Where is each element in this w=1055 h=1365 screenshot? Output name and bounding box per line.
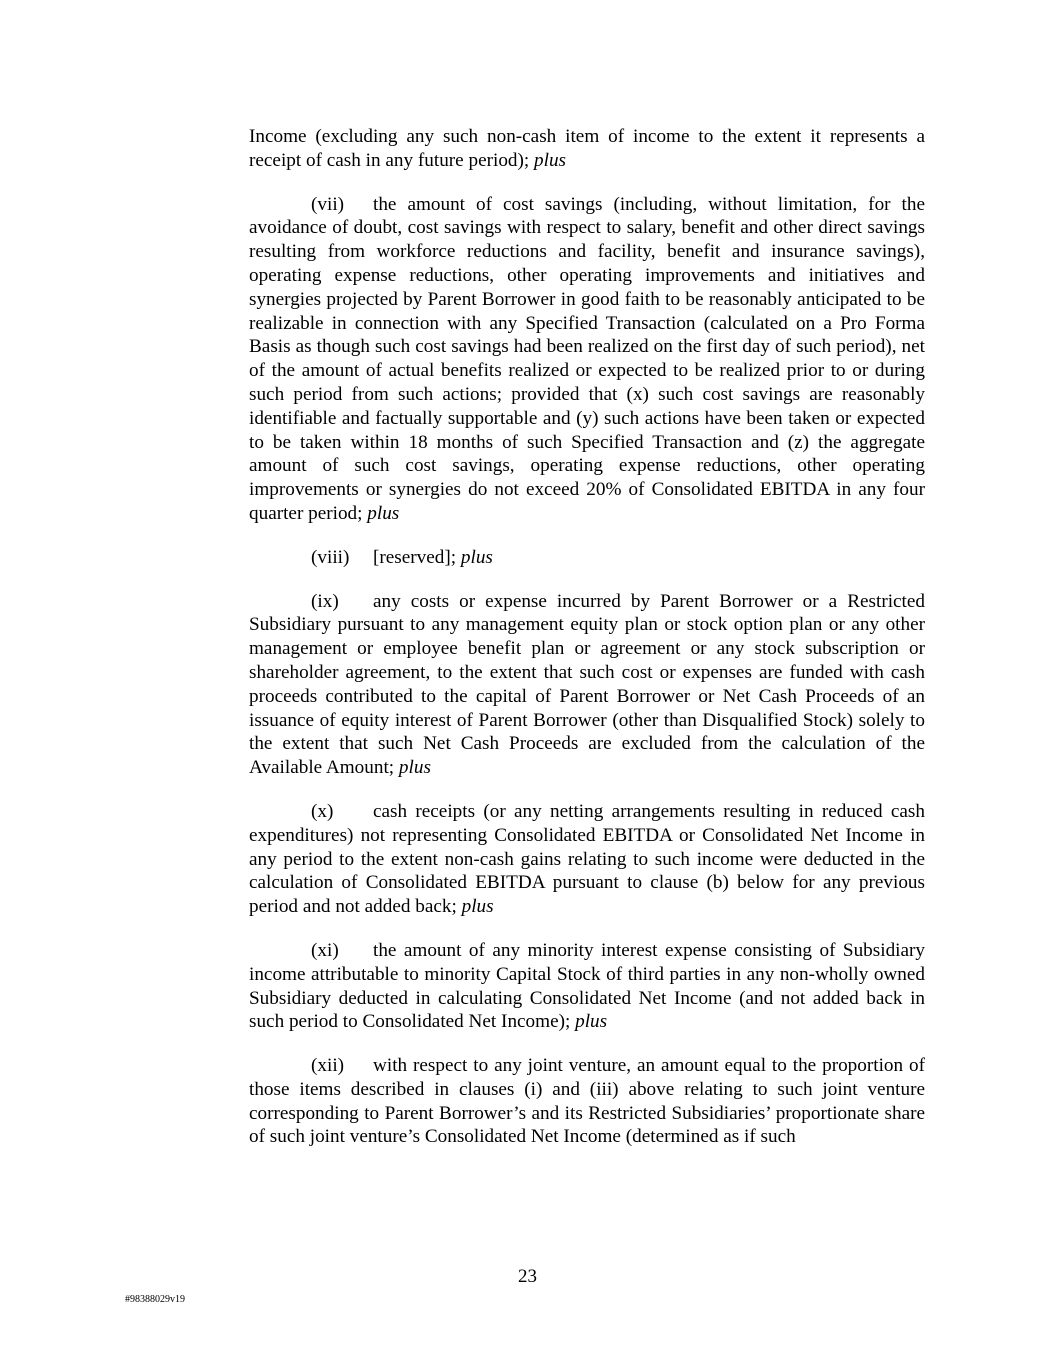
- continuation-suffix: plus: [534, 149, 567, 171]
- clause-number: (vii): [311, 193, 345, 215]
- clause-number: (x): [311, 800, 334, 822]
- clause-text: the amount of any minority interest expense consisting of Subsidiary income attributable to minority Capital Stock of third parties in any non-wholly owned Subsidiary deducted in calculating Consolidated Net Income (and not added back in such period to Consolidated Net Income);: [249, 939, 925, 1033]
- page-number: 23: [518, 1266, 537, 1287]
- clause-text: [reserved];: [373, 546, 457, 568]
- clause-number: (xii): [311, 1055, 345, 1077]
- continuation-paragraph: [249, 125, 925, 173]
- clause-number: (ix): [311, 590, 339, 612]
- document-id: #98388029v19: [125, 1294, 185, 1305]
- clause-number: (xi): [311, 939, 339, 961]
- clause-text: the amount of cost savings (including, without limitation, for the avoidance of doubt, cost savings with respect to salary, benefit and other direct savings resulting from workforce reductions and facility, benefit and insurance savings), operating expense reductions, other operating improvements and initiatives and synergies projected by Parent Borrower in good faith to be reasonably anticipated to be realizable in connection with any Specified Transaction (calculated on a Pro Forma Basis as though such cost savings had been realized on the first day of such period), net of the amount of actual benefits realized or expected to be realized prior to or during such period from such actions; provided that (x) such cost savings are reasonably identifiable and factually supportable and (y) such actions have been taken or expected to be taken within 18 months of such Specified Transaction and (z) the aggregate amount of such cost savings, operating expense reductions, other operating improvements or synergies do not exceed 20% of Consolidated EBITDA in any four quarter period;: [249, 193, 925, 524]
- clause-text: any costs or expense incurred by Parent Borrower or a Restricted Subsidiary pursuant to any management equity plan or stock option plan or any other management or employee benefit plan or agreement or any stock subscription or shareholder agreement, to the extent that such cost or expenses are funded with cash proceeds contributed to the capital of Parent Borrower or Net Cash Proceeds of an issuance of equity interest of Parent Borrower (other than Disqualified Stock) solely to the extent that such Net Cash Proceeds are excluded from the calculation of the Available Amount;: [249, 590, 925, 779]
- clause-viii: [249, 546, 925, 570]
- document-body: [249, 125, 925, 1169]
- clause-suffix: plus: [575, 1011, 608, 1033]
- clause-text: with respect to any joint venture, an amount equal to the proportion of those items described in clauses (i) and (iii) above relating to such joint venture corresponding to Parent Borrower’s and its Restricted Subsidiaries’ proportionate share of such joint venture’s Consolidated Net Income (determined as if such: [249, 1055, 925, 1148]
- clause-xi: [249, 939, 925, 1034]
- clause-suffix: plus: [398, 757, 431, 779]
- clause-vii: [249, 193, 925, 526]
- clause-suffix: plus: [461, 896, 494, 918]
- clause-ix: [249, 590, 925, 780]
- clause-x: [249, 800, 925, 919]
- clause-suffix: plus: [460, 546, 493, 568]
- clause-suffix: plus: [367, 502, 400, 524]
- continuation-text: Income (excluding any such non-cash item of income to the extent it represents a receipt of cash in any future period);: [249, 126, 925, 171]
- clause-text: cash receipts (or any netting arrangements resulting in reduced cash expenditures) not representing Consolidated EBITDA or Consolidated Net Income in any period to the extent non-cash gains relating to such income were deducted in the calculation of Consolidated EBITDA pursuant to clause (b) below for any previous period and not added back;: [249, 800, 925, 918]
- clause-number: (viii): [311, 546, 350, 568]
- clause-xii: [249, 1054, 925, 1149]
